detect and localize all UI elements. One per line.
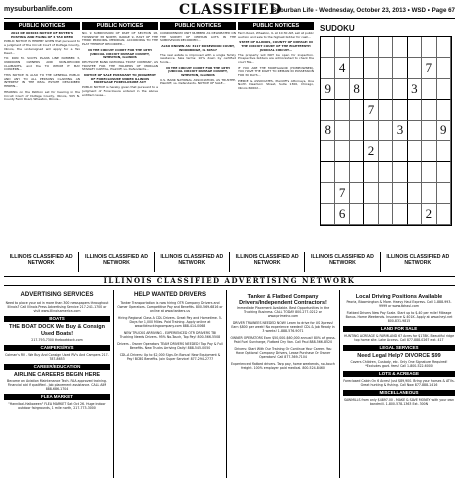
ad-text: Flatbed Drivers New Pay Scale. Start up to $.40 per mile! Mileage Bonus. Home Weekends. Insurance & 401K. Apply at www.heyl.net 800-831-9815	[345, 311, 453, 323]
sudoku-cell	[379, 79, 393, 100]
notice-paragraph: NO. 9 SUBDIVISION OF PART OF SECTION 18, TOWNSHIP 38 NORTH, RANGE 9, EAST OF THE THIRD PRINCIPAL MERIDIAN, ACCORDING TO THE PLAT THEREOF RECORDED...	[82, 31, 158, 47]
sudoku-cell	[364, 204, 378, 225]
sudoku-cell	[364, 37, 378, 58]
ad-text: Drivers - Owner Operators TEAM DRIVERS NEEDED! Top Pay & Full Benefits. New Trucks Arriving Daily! 888-545-0050	[117, 342, 223, 350]
sudoku-cell	[393, 141, 407, 162]
notice-title: ALSO KNOWN AS: 3117 ROSEWOOD COURT, WOODRIDGE, IL 60517	[161, 44, 235, 52]
sudoku-cell	[422, 37, 436, 58]
sudoku-cell: 3	[393, 121, 407, 142]
sudoku-cell	[321, 37, 335, 58]
sudoku-cell	[379, 204, 393, 225]
ad-text: Foreclosed Cabin On 6 Acres! Just $89,900. Bring your horses & ATVs. Great hunting & fishing. Call Now 877-888-1416	[343, 379, 455, 387]
sudoku-cell: 7	[364, 100, 378, 121]
dateline: Suburban Life - Wednesday, October 23, 2013 • WSD • Page 67	[272, 7, 455, 14]
notice-paragraph: TO: RON M. SCOTS PLANS LINE NUMBER 3, UNKNOWN OWNERS AND NON-RECORD CLAIMANTS, and the TO WHOM IT MAY CONCERN...	[4, 56, 80, 72]
sudoku-cell	[437, 58, 451, 79]
notice-paragraph: CONDOMINIUM UNIT NUMBER AS DELINEATED ON THE SURVEY OF CERTAIN LOTS IN THE SUBDIVISION RECORDED...	[160, 31, 236, 43]
sudoku-cell: 2	[422, 204, 436, 225]
notice-paragraph: HEARING on the Petition set for hearing in the Circuit Court of DuPage County, Illinois, 505 N. County Farm Road, Wheaton, Illinois...	[4, 89, 80, 102]
ad-text: Immediate Placement Available. Best Opportunities in the Trucking Business. CALL TODAY 800-277-0212 or www.primeinc.com	[236, 306, 330, 318]
sudoku-cell	[408, 37, 422, 58]
sudoku-cell	[408, 58, 422, 79]
ad-network-row	[4, 252, 455, 272]
section-heading: HELP WANTED DRIVERS	[134, 292, 206, 298]
public-notices-column-2	[82, 22, 158, 248]
sudoku-cell	[393, 37, 407, 58]
sudoku-cell	[393, 58, 407, 79]
sudoku-cell	[379, 162, 393, 183]
ad-text: HUNTING ACREAGE & FARMLAND 67 Acres for $178K. Beautiful ridge top home site. Lake Access. Call 877-888-0267 ext. 417	[343, 334, 455, 342]
ad-text: NEW TRUCKS ARRIVING - EXPERIENCED OTR DRIVERS TBI Trucking Needs Drivers. 95% No-Touch, Top Pay! 800-566-5508	[119, 331, 221, 339]
sudoku-cell	[364, 183, 378, 204]
notice-title: NOTICE OF SALE PURSUANT TO JUDGMENT OF FORECLOSURE UNDER ILLINOIS MORTGAGE FORECLOSURE ACT	[84, 73, 156, 85]
sudoku-cell: 4	[335, 58, 349, 79]
notice-paragraph: IF YOU ARE THE MORTGAGOR (HOMEOWNER), YOU HAVE THE RIGHT TO REMAIN IN POSSESSION FOR 30 DAYS...	[238, 65, 314, 78]
network-banner: ILLINOIS CLASSIFIED ADVERTISING NETWORK	[4, 276, 455, 286]
sudoku-cell	[364, 121, 378, 142]
column-heading: PUBLIC NOTICES	[82, 22, 158, 30]
help-wanted-column	[117, 291, 223, 479]
notice-paragraph: DEUTSCHE BANK NATIONAL TRUST COMPANY, AS TRUSTEE FOR THE HOLDERS OF MORGAN STANLEY CAPITAL, Plaintiff, vs. Defendants...	[82, 59, 158, 72]
ad-text: 217-793-7300 theboatdock.com	[31, 338, 83, 342]
sudoku-cell	[335, 100, 349, 121]
ad-network-label: ILLINOIS CLASSIFIED AD NETWORK	[386, 254, 450, 266]
column-divider	[226, 290, 227, 478]
sudoku-cell	[379, 121, 393, 142]
sudoku-cell	[364, 58, 378, 79]
notice-title: IN THE CIRCUIT COURT FOR THE 18TH JUDICIAL CIRCUIT DUPAGE COUNTY, WHEATON, ILLINOIS	[166, 65, 230, 78]
sudoku-cell	[408, 204, 422, 225]
sudoku-cell	[379, 100, 393, 121]
ad-text: Colman's RV - We Buy And Consign Used RV's And Campers 217-787-8653	[5, 353, 109, 361]
sudoku-cell	[408, 100, 422, 121]
notice-paragraph: U.S. BANK NATIONAL ASSOCIATION, AS TRUSTEE, Plaintiff, vs. Defendants. NOTICE OF SALE...	[160, 77, 236, 86]
ad-text: SAWMILLS from only $4897.00 - MAKE & SAVE MONEY with your own bandmill. 1-800-578-1363 Ext. 300N	[343, 398, 455, 406]
notice-title: IN THE CIRCUIT COURT FOR THE 18TH JUDICIAL CIRCUIT DUPAGE COUNTY, WHEATON, ILLINOIS	[88, 47, 152, 60]
sudoku-cell	[350, 141, 364, 162]
sudoku-cell	[393, 100, 407, 121]
ad-headline: AIRLINE CAREERS BEGIN HERE	[13, 372, 101, 378]
sudoku-cell	[379, 141, 393, 162]
sudoku-cell	[350, 204, 364, 225]
notice-title: 2012 DE 003046 NOTICE OF BUYER'S POSTING AND FILING OF 4 TAX DEED	[10, 31, 74, 39]
page-header	[4, 3, 455, 19]
sudoku-cell: 3	[408, 79, 422, 100]
ad-text: CDL-A Drivers: Up to $2,000 Sign-On Bonus! New Equipment & Pay! BCBS Benefits. Join Super Service! 877-294-2777	[119, 353, 221, 361]
ad-text: DRIVER TRAINEES NEEDED NOW! Learn to drive for US Xpress! Earn $800 per week! No experience needed! CDL & Job Ready in 3 weeks! 1-888-576-9071	[231, 321, 335, 333]
ad-headline: THE BOAT DOCK We Buy & Consign Used Boats!	[8, 324, 106, 337]
sudoku-cell	[437, 37, 451, 58]
category-bar: BOATS	[4, 316, 110, 322]
ad-text: "Hannibal-Halloween" FLEA MARKET Sat Oct 26. Huge indoor outdoor fairgrounds, 1 mile north, 217-773-3000	[8, 402, 106, 410]
ad-network-label: ILLINOIS CLASSIFIED AD NETWORK	[305, 252, 380, 272]
column-divider	[113, 290, 114, 478]
sudoku-cell	[393, 204, 407, 225]
ad-text: Hiring Regional Class A CDL Drivers. Great Pay and Hometime. 5-Days for 1,000 Miles. Paid Training. Apply online at www.tbtruckingcompany.com 888-414-0068	[117, 316, 223, 328]
ad-network-label: ILLINOIS CLASSIFIED AD NETWORK	[4, 252, 79, 272]
notice-paragraph: THIS NOTICE IS ALSO TO THE GENERAL PUBLIC AND ANY TO ALL PERSONS CLAIMING AN INTEREST IN THE REAL ESTATE DESCRIBED HEREIN...	[4, 73, 80, 89]
advertising-column	[4, 291, 110, 479]
sudoku-cell: 6	[335, 204, 349, 225]
sudoku-puzzle	[318, 22, 455, 232]
notice-title: STATE OF ILLINOIS, COUNTY OF DUPAGE: IN THE CIRCUIT COURT OF THE EIGHTEENTH JUDICIAL CIRCUIT...	[239, 40, 313, 52]
sudoku-cell	[350, 100, 364, 121]
sudoku-cell	[437, 79, 451, 100]
category-bar: CAMPERS/RVS	[4, 345, 110, 351]
notice-paragraph: The property will NOT be open for inspection. Prospective bidders are admonished to check the court file...	[238, 52, 314, 64]
ad-text: OWNER OPERATORS Earn $50,000-$60,000 annual! 80% of gross. Paid Fuel Surcharge, Flatbed Dry Van. Call Paul 888-566-8520	[230, 336, 336, 344]
sudoku-cell: 2	[364, 141, 378, 162]
sudoku-cell	[422, 141, 436, 162]
section-heading: Tanker & Flatbed Company Drivers/Independent Contractors!	[239, 294, 327, 306]
notice-paragraph: PUBLIC NOTICE is hereby given that pursuant to a Judgment of Foreclosure entered in the above entitled cause...	[82, 85, 158, 97]
sudoku-title: SUDOKU	[320, 24, 355, 33]
column-heading: PUBLIC NOTICES	[238, 22, 314, 30]
sudoku-cell	[321, 183, 335, 204]
sudoku-cell: 9	[437, 121, 451, 142]
notice-paragraph: PIERCE & ASSOCIATES, Plaintiff's Attorneys, One North Dearborn Street, Suite 1300, Chicago, Illinois 60602...	[238, 78, 314, 91]
sudoku-cell	[350, 183, 364, 204]
sudoku-cell	[437, 141, 451, 162]
sudoku-cell	[335, 162, 349, 183]
ad-text: Become an Aviation Maintenance Tech. FAA approved training. Financial aid if qualified - Job placement assistance. CALL AIM 888-686-1704	[7, 379, 107, 391]
sudoku-cell	[321, 100, 335, 121]
sudoku-cell: 8	[321, 121, 335, 142]
sudoku-cell	[437, 100, 451, 121]
notice-paragraph: The real estate is improved with a single family residence. Sale terms: 10% down by certified funds...	[160, 52, 236, 64]
public-notices-column-1	[4, 22, 80, 248]
category-bar: LAND FOR SALE	[343, 326, 455, 332]
ad-network-label: ILLINOIS CLASSIFIED AD NETWORK	[230, 252, 305, 272]
sudoku-cell	[422, 162, 436, 183]
sudoku-cell	[408, 141, 422, 162]
section-title: CLASSIFIED	[179, 2, 282, 18]
section-heading: ADVERTISING SERVICES	[20, 292, 94, 298]
sudoku-cell	[422, 121, 436, 142]
sudoku-cell	[335, 121, 349, 142]
sudoku-cell	[335, 79, 349, 100]
sudoku-cell	[422, 100, 436, 121]
sudoku-cell	[393, 162, 407, 183]
sudoku-cell: 7	[335, 183, 349, 204]
sudoku-cell	[335, 141, 349, 162]
ad-headline: Need Legal Help? DIVORCE $99	[357, 353, 441, 359]
sudoku-cell	[408, 121, 422, 142]
column-divider	[339, 290, 340, 478]
ad-network-label: ILLINOIS CLASSIFIED AD NETWORK	[155, 252, 230, 272]
category-bar: LOTS & ACREAGE	[343, 371, 455, 377]
ad-text: Tanker Transportation is now hiring OTR Company Drivers and Owner Operators. Competitive Pay and Benefits. 800-569-6816 or online at www.tankers.us	[117, 301, 223, 313]
sudoku-cell	[321, 204, 335, 225]
sudoku-cell	[422, 79, 436, 100]
site-name[interactable]: mysuburbanlife.com	[4, 6, 73, 13]
sudoku-cell	[393, 183, 407, 204]
sudoku-cell	[350, 162, 364, 183]
sudoku-cell	[437, 162, 451, 183]
sudoku-cell	[437, 204, 451, 225]
column-heading: PUBLIC NOTICES	[4, 22, 80, 30]
sudoku-cell	[321, 162, 335, 183]
sudoku-cell	[379, 37, 393, 58]
sudoku-cell	[350, 121, 364, 142]
public-notices-column-4	[238, 22, 314, 248]
ad-network-label: ILLINOIS CLASSIFIED AD NETWORK	[79, 252, 154, 272]
sudoku-cell	[379, 58, 393, 79]
category-bar: LEGAL SERVICES	[343, 345, 455, 351]
sudoku-grid	[320, 36, 452, 226]
sudoku-cell	[422, 183, 436, 204]
sudoku-cell	[364, 162, 378, 183]
sudoku-cell	[335, 37, 349, 58]
sudoku-cell	[393, 79, 407, 100]
section-heading: Local Driving Positions Available	[355, 294, 443, 300]
sudoku-cell	[321, 58, 335, 79]
land-legal-column	[343, 291, 455, 479]
sudoku-cell: 8	[350, 79, 364, 100]
notice-paragraph: PUBLIC NOTICE IS HEREBY GIVEN that pursuant to a judgment of the Circuit Court of DuPage County, Illinois, the undersigned will apply for a Tax Deed...	[4, 39, 80, 55]
category-bar: MISCELLANEOUS	[343, 390, 455, 396]
category-bar: CAREER/EDUCATION	[4, 364, 110, 370]
sudoku-cell	[321, 141, 335, 162]
sudoku-cell	[437, 183, 451, 204]
category-bar: FLEA MARKET	[4, 394, 110, 400]
sudoku-cell: 9	[321, 79, 335, 100]
ad-text: Drivers: Start With Our Training Or Continue Your Career. You Have Options! Company Drivers, Lease Purchase Or Owner Operators! Call 877-369-7104	[234, 347, 332, 359]
sudoku-cell	[364, 79, 378, 100]
ad-text: Experienced flatbed drivers. Tarp pay, home weekends, no-touch freight. 100% employer paid medical. 800-524-8460	[231, 362, 335, 370]
sudoku-cell	[350, 58, 364, 79]
tanker-column	[230, 291, 336, 479]
sudoku-cell	[408, 162, 422, 183]
ad-text: Covers Children, Custody, etc. Only One Signature Required! *Excludes govt. fees! Call 1-800-522-6000	[350, 360, 448, 368]
notice-paragraph: Farm Road, Wheaton, IL at 10:30 AM, sell at public auction and sale to the highest bidder for cash...	[238, 31, 314, 39]
sudoku-cell	[379, 183, 393, 204]
column-heading: PUBLIC NOTICES	[160, 22, 236, 30]
sudoku-cell	[408, 183, 422, 204]
sudoku-cell: 7	[422, 58, 436, 79]
ad-text: Peoria, Bloomington & More. Heavy Haul Express. Call 1-888-993-9999 or www.tbhaul.com	[346, 300, 452, 308]
ad-text: Need to place your ad in more than 300 newspapers throughout Illinois? Call Illinois Press Advertising Service 217-241-1700 or visit www.illinoisamerica.com	[5, 301, 109, 313]
public-notices-column-3	[160, 22, 236, 248]
sudoku-cell	[350, 37, 364, 58]
